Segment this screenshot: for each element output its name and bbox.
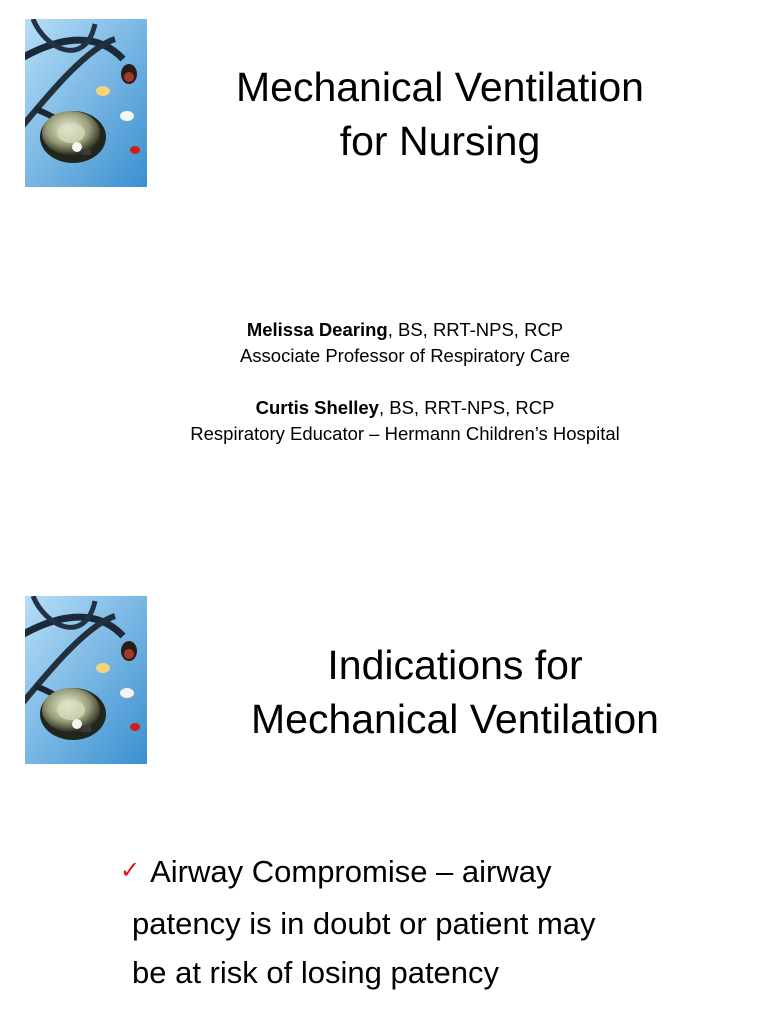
slide-title-line: Indications for (327, 642, 583, 688)
author-credentials: , BS, RRT-NPS, RCP (378, 397, 555, 418)
author-credentials: , BS, RRT-NPS, RCP (387, 319, 564, 340)
bullet-text: Airway Compromise – airway (150, 854, 552, 889)
slide-title-line: for Nursing (339, 118, 541, 164)
author-name-line (60, 317, 750, 343)
author-entry (60, 395, 750, 447)
bullet-line: be at risk of losing patency (132, 955, 500, 990)
author-entry (60, 317, 750, 369)
checkmark-icon: ✓ (120, 856, 141, 884)
author-role: Respiratory Educator – Hermann Children’s Hospital (190, 423, 620, 444)
slide-title-line: Mechanical Ventilation (236, 64, 644, 110)
slide-title (175, 638, 735, 746)
author-name: Melissa Dearing (246, 319, 388, 340)
bullet-line: patency is in doubt or patient may (132, 906, 596, 941)
bullet-line (120, 847, 680, 899)
slide-title (150, 60, 730, 168)
stethoscope-image (25, 19, 147, 187)
author-list (60, 317, 750, 473)
author-name-line (60, 395, 750, 421)
author-name: Curtis Shelley (255, 397, 379, 418)
content-slide (0, 580, 768, 1024)
author-role: Associate Professor of Respiratory Care (239, 345, 571, 366)
stethoscope-icon (25, 596, 147, 764)
slide-title-line: Mechanical Ventilation (251, 696, 659, 742)
bullet-item (120, 847, 680, 997)
stethoscope-icon (25, 19, 147, 187)
stethoscope-image (25, 596, 147, 764)
